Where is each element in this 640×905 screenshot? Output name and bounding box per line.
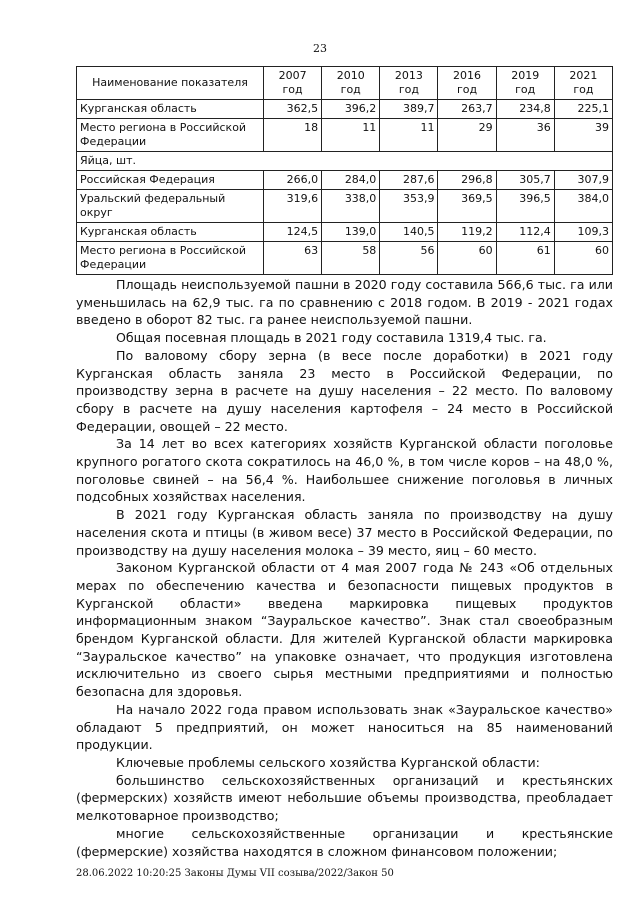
paragraph: По валовому сбору зерна (в весе после доработки) в 2021 году Курганская область заняла 23 место в Российской Федерации, по производству зерна в расчете на душу населения – 22 место. По валовому сбору в расчете на душу населения картофеля – 24 место в Российской Федерации, овощей – 22 место. (76, 347, 613, 434)
header-indicator: Наименование показателя (77, 67, 264, 100)
row-label: Уральский федеральный округ (77, 190, 264, 223)
table-cell: 60 (554, 242, 612, 275)
table-row (77, 242, 613, 275)
table-cell: 109,3 (554, 223, 612, 242)
table-row (77, 100, 613, 119)
table-cell: 140,5 (380, 223, 438, 242)
statistics-table (76, 66, 613, 275)
header-year: 2007 год (264, 67, 322, 100)
body-text (76, 276, 613, 860)
table-cell: 139,0 (322, 223, 380, 242)
table-cell: 11 (322, 119, 380, 152)
table-cell: 61 (496, 242, 554, 275)
paragraph: В 2021 году Курганская область заняла по производству на душу населения скота и птицы (в живом весе) 37 место в Российской Федерации, по производству на душу населения молока – 39 место, яиц – 60 место. (76, 507, 613, 558)
table-cell: 296,8 (438, 171, 496, 190)
table-cell: 384,0 (554, 190, 612, 223)
table-cell: 11 (380, 119, 438, 152)
paragraph: Ключевые проблемы сельского хозяйства Курганской области: (116, 754, 540, 770)
table-cell: 353,9 (380, 190, 438, 223)
header-year: 2013 год (380, 67, 438, 100)
table-cell: 119,2 (438, 223, 496, 242)
table-cell: 396,2 (322, 100, 380, 119)
row-label: Российская Федерация (77, 171, 264, 190)
header-year: 2019 год (496, 67, 554, 100)
table-cell: 396,5 (496, 190, 554, 223)
table-cell: 124,5 (264, 223, 322, 242)
paragraph: большинство сельскохозяйственных организаций и крестьянских (фермерских) хозяйств имеют небольшие объемы производства, преобладает мелкотоварное производство; (76, 772, 613, 824)
table-cell: 307,9 (554, 171, 612, 190)
table-cell: 266,0 (264, 171, 322, 190)
table-cell: 263,7 (438, 100, 496, 119)
document-footer: 28.06.2022 10:20:25 Законы Думы VII созыва/2022/Закон 50 (76, 868, 394, 879)
table-cell: 305,7 (496, 171, 554, 190)
paragraph: Площадь неиспользуемой пашни в 2020 году составила 566,6 тыс. га или уменьшилась на 62,9 тыс. га по сравнению с 2018 годом. В 2019 - 2021 годах введено в оборот 82 тыс. га ранее неиспользуемой пашни. (76, 277, 613, 328)
table-cell: 58 (322, 242, 380, 275)
table-row (77, 171, 613, 190)
table-cell: 63 (264, 242, 322, 275)
table-row (77, 223, 613, 242)
table-cell: 362,5 (264, 100, 322, 119)
table-cell: 29 (438, 119, 496, 152)
paragraph: На начало 2022 года правом использовать знак «Зауральское качество» обладают 5 предприятий, он может наноситься на 85 наименований продукции. (76, 701, 613, 753)
table-cell: 225,1 (554, 100, 612, 119)
table-cell: 389,7 (380, 100, 438, 119)
header-year: 2016 год (438, 67, 496, 100)
row-label: Курганская область (77, 100, 264, 119)
table-section-row (77, 152, 613, 171)
table-cell: 36 (496, 119, 554, 152)
row-label: Место региона в Российской Федерации (77, 242, 264, 275)
table-cell: 338,0 (322, 190, 380, 223)
table-header-row (77, 67, 613, 100)
row-label: Курганская область (77, 223, 264, 242)
paragraph: Общая посевная площадь в 2021 году составила 1319,4 тыс. га. (116, 330, 547, 346)
table-cell: 112,4 (496, 223, 554, 242)
table-cell: 284,0 (322, 171, 380, 190)
section-label: Яйца, шт. (77, 152, 613, 171)
paragraph: За 14 лет во всех категориях хозяйств Курганской области поголовье крупного рогатого скота сократилось на 46,0 %, в том числе коров – на 48,0 %, поголовье свиней – на 56,4 %. Наибольшее снижение поголовья в личных подсобных хозяйствах населения. (76, 436, 613, 505)
table-row (77, 119, 613, 152)
table-row (77, 190, 613, 223)
paragraph: многие сельскохозяйственные организации и крестьянские (фермерские) хозяйства находятся в сложном финансовом положении; (76, 825, 613, 859)
page-number: 23 (313, 42, 327, 55)
header-year: 2010 год (322, 67, 380, 100)
header-year: 2021 год (554, 67, 612, 100)
table-cell: 18 (264, 119, 322, 152)
row-label: Место региона в Российской Федерации (77, 119, 264, 152)
table-cell: 39 (554, 119, 612, 152)
table-cell: 60 (438, 242, 496, 275)
table-cell: 234,8 (496, 100, 554, 119)
table-cell: 287,6 (380, 171, 438, 190)
table-cell: 319,6 (264, 190, 322, 223)
table-cell: 369,5 (438, 190, 496, 223)
paragraph: Законом Курганской области от 4 мая 2007 года № 243 «Об отдельных мерах по обеспечению качества и безопасности пищевых продуктов в Курганской области» введена маркировка пищевых продуктов информационным знаком “Зауральское качество”. Знак стал своеобразным брендом Курганской области. Для жителей Курганской области маркировка “Зауральское качество” на упаковке означает, что продукция изготовлена исключительно из своего сырья местными предприятиями и полностью безопасна для здоровья. (76, 560, 613, 700)
table-cell: 56 (380, 242, 438, 275)
